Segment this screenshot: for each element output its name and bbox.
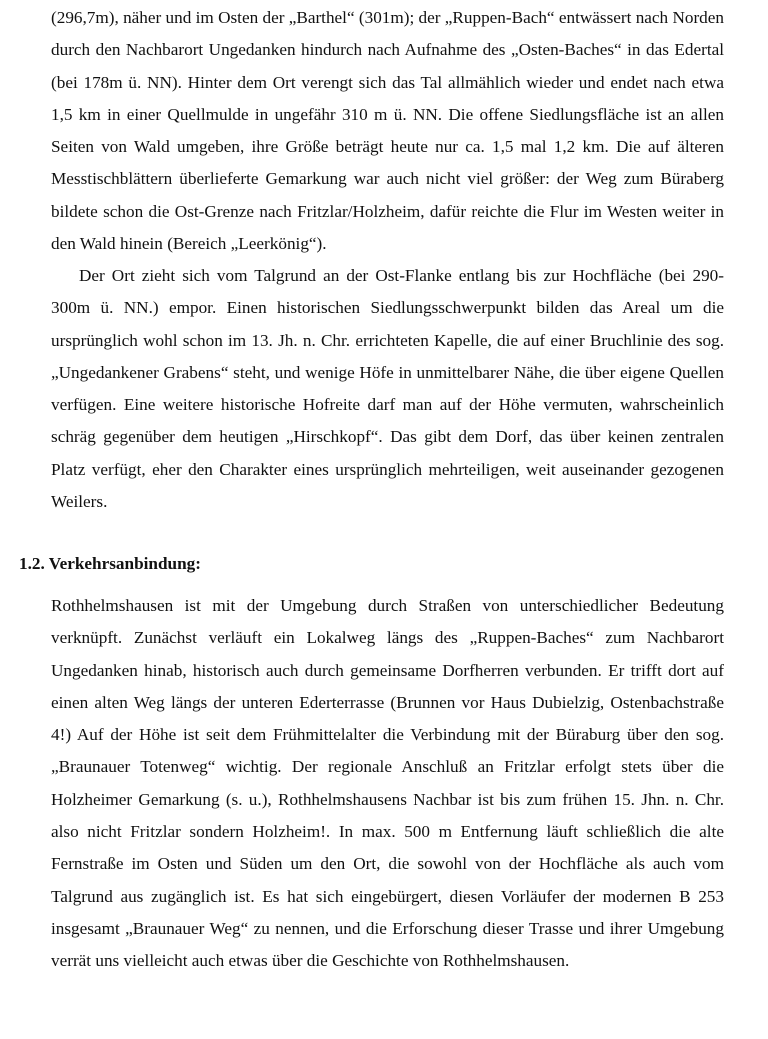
paragraph-3: Rothhelmshausen ist mit der Umgebung durch Straßen von unterschiedlicher Bedeutung verknüpft. Zunächst verläuft ein Lokalweg längs des „Ruppen-Baches“ zum Nachbarort Ungedanken hinab, historisch auch durch gemeinsame Dorfherren verbunden. Er trifft dort auf einen alten Weg längs der unteren Ederterrasse (Brunnen vor Haus Dubielzig, Ostenbachstraße 4!) Auf der Höhe ist seit dem Frühmittelalter die Verbindung mit der Büraburg über den sog. „Braunauer Totenweg“ wichtig. Der regionale Anschluß an Fritzlar erfolgt stets über die Holzheimer Gemarkung (s. u.), Rothhelmshausens Nachbar ist bis zum frühen 15. Jhn. n. Chr. also nicht Fritzlar sondern Holzheim!. In max. 500 m Entfernung läuft schließlich die alte Fernstraße im Osten und Süden um den Ort, die sowohl von der Hochfläche als auch vom Talgrund aus zugänglich ist. Es hat sich eingebürgert, diesen Vorläufer der modernen B 253 insgesamt „Braunauer Weg“ zu nennen, und die Erforschung dieser Trasse und ihrer Umgebung verrät uns vielleicht auch etwas über die Geschichte von Rothhelmshausen. bbox=[51, 596, 724, 971]
paragraph-1: (296,7m), näher und im Osten der „Barthel“ (301m); der „Ruppen-Bach“ entwässert nach Norden durch den Nachbarort Ungedanken hindurch nach Aufnahme des „Osten-Baches“ in das Edertal (bei 178m ü. NN). Hinter dem Ort verengt sich das Tal allmählich wieder und endet nach etwa 1,5 km in einer Quellmulde in ungefähr 310 m ü. NN. Die offene Siedlungsfläche ist an allen Seiten von Wald umgeben, ihre Größe beträgt heute nur ca. 1,5 mal 1,2 km. Die auf älteren Messtischblättern überlieferte Gemarkung war auch nicht viel größer: der Weg zum Büraberg bildete schon die Ost-Grenze nach Fritzlar/Holzheim, dafür reichte die Flur im Westen weiter in den Wald hinein (Bereich „Leerkönig“). bbox=[51, 8, 724, 254]
paragraph-2: Der Ort zieht sich vom Talgrund an der Ost-Flanke entlang bis zur Hochfläche (bei 290-300m ü. NN.) empor. Einen historischen Siedlungsschwerpunkt bilden das Areal um die ursprünglich wohl schon im 13. Jh. n. Chr. errichteten Kapelle, die auf einer Bruchlinie des sog. „Ungedankener Grabens“ steht, und wenige Höfe in unmittelbarer Nähe, die über eigene Quellen verfügen. Eine weitere historische Hofreite darf man auf der Höhe vermuten, wahrscheinlich schräg gegenüber dem heutigen „Hirschkopf“. Das gibt dem Dorf, das über keinen zentralen Platz verfügt, eher den Charakter eines ursprünglich mehrteiligen, weit auseinander gezogenen Weilers. bbox=[51, 266, 724, 512]
section-heading: 1.2. Verkehrsanbindung: bbox=[19, 554, 201, 573]
